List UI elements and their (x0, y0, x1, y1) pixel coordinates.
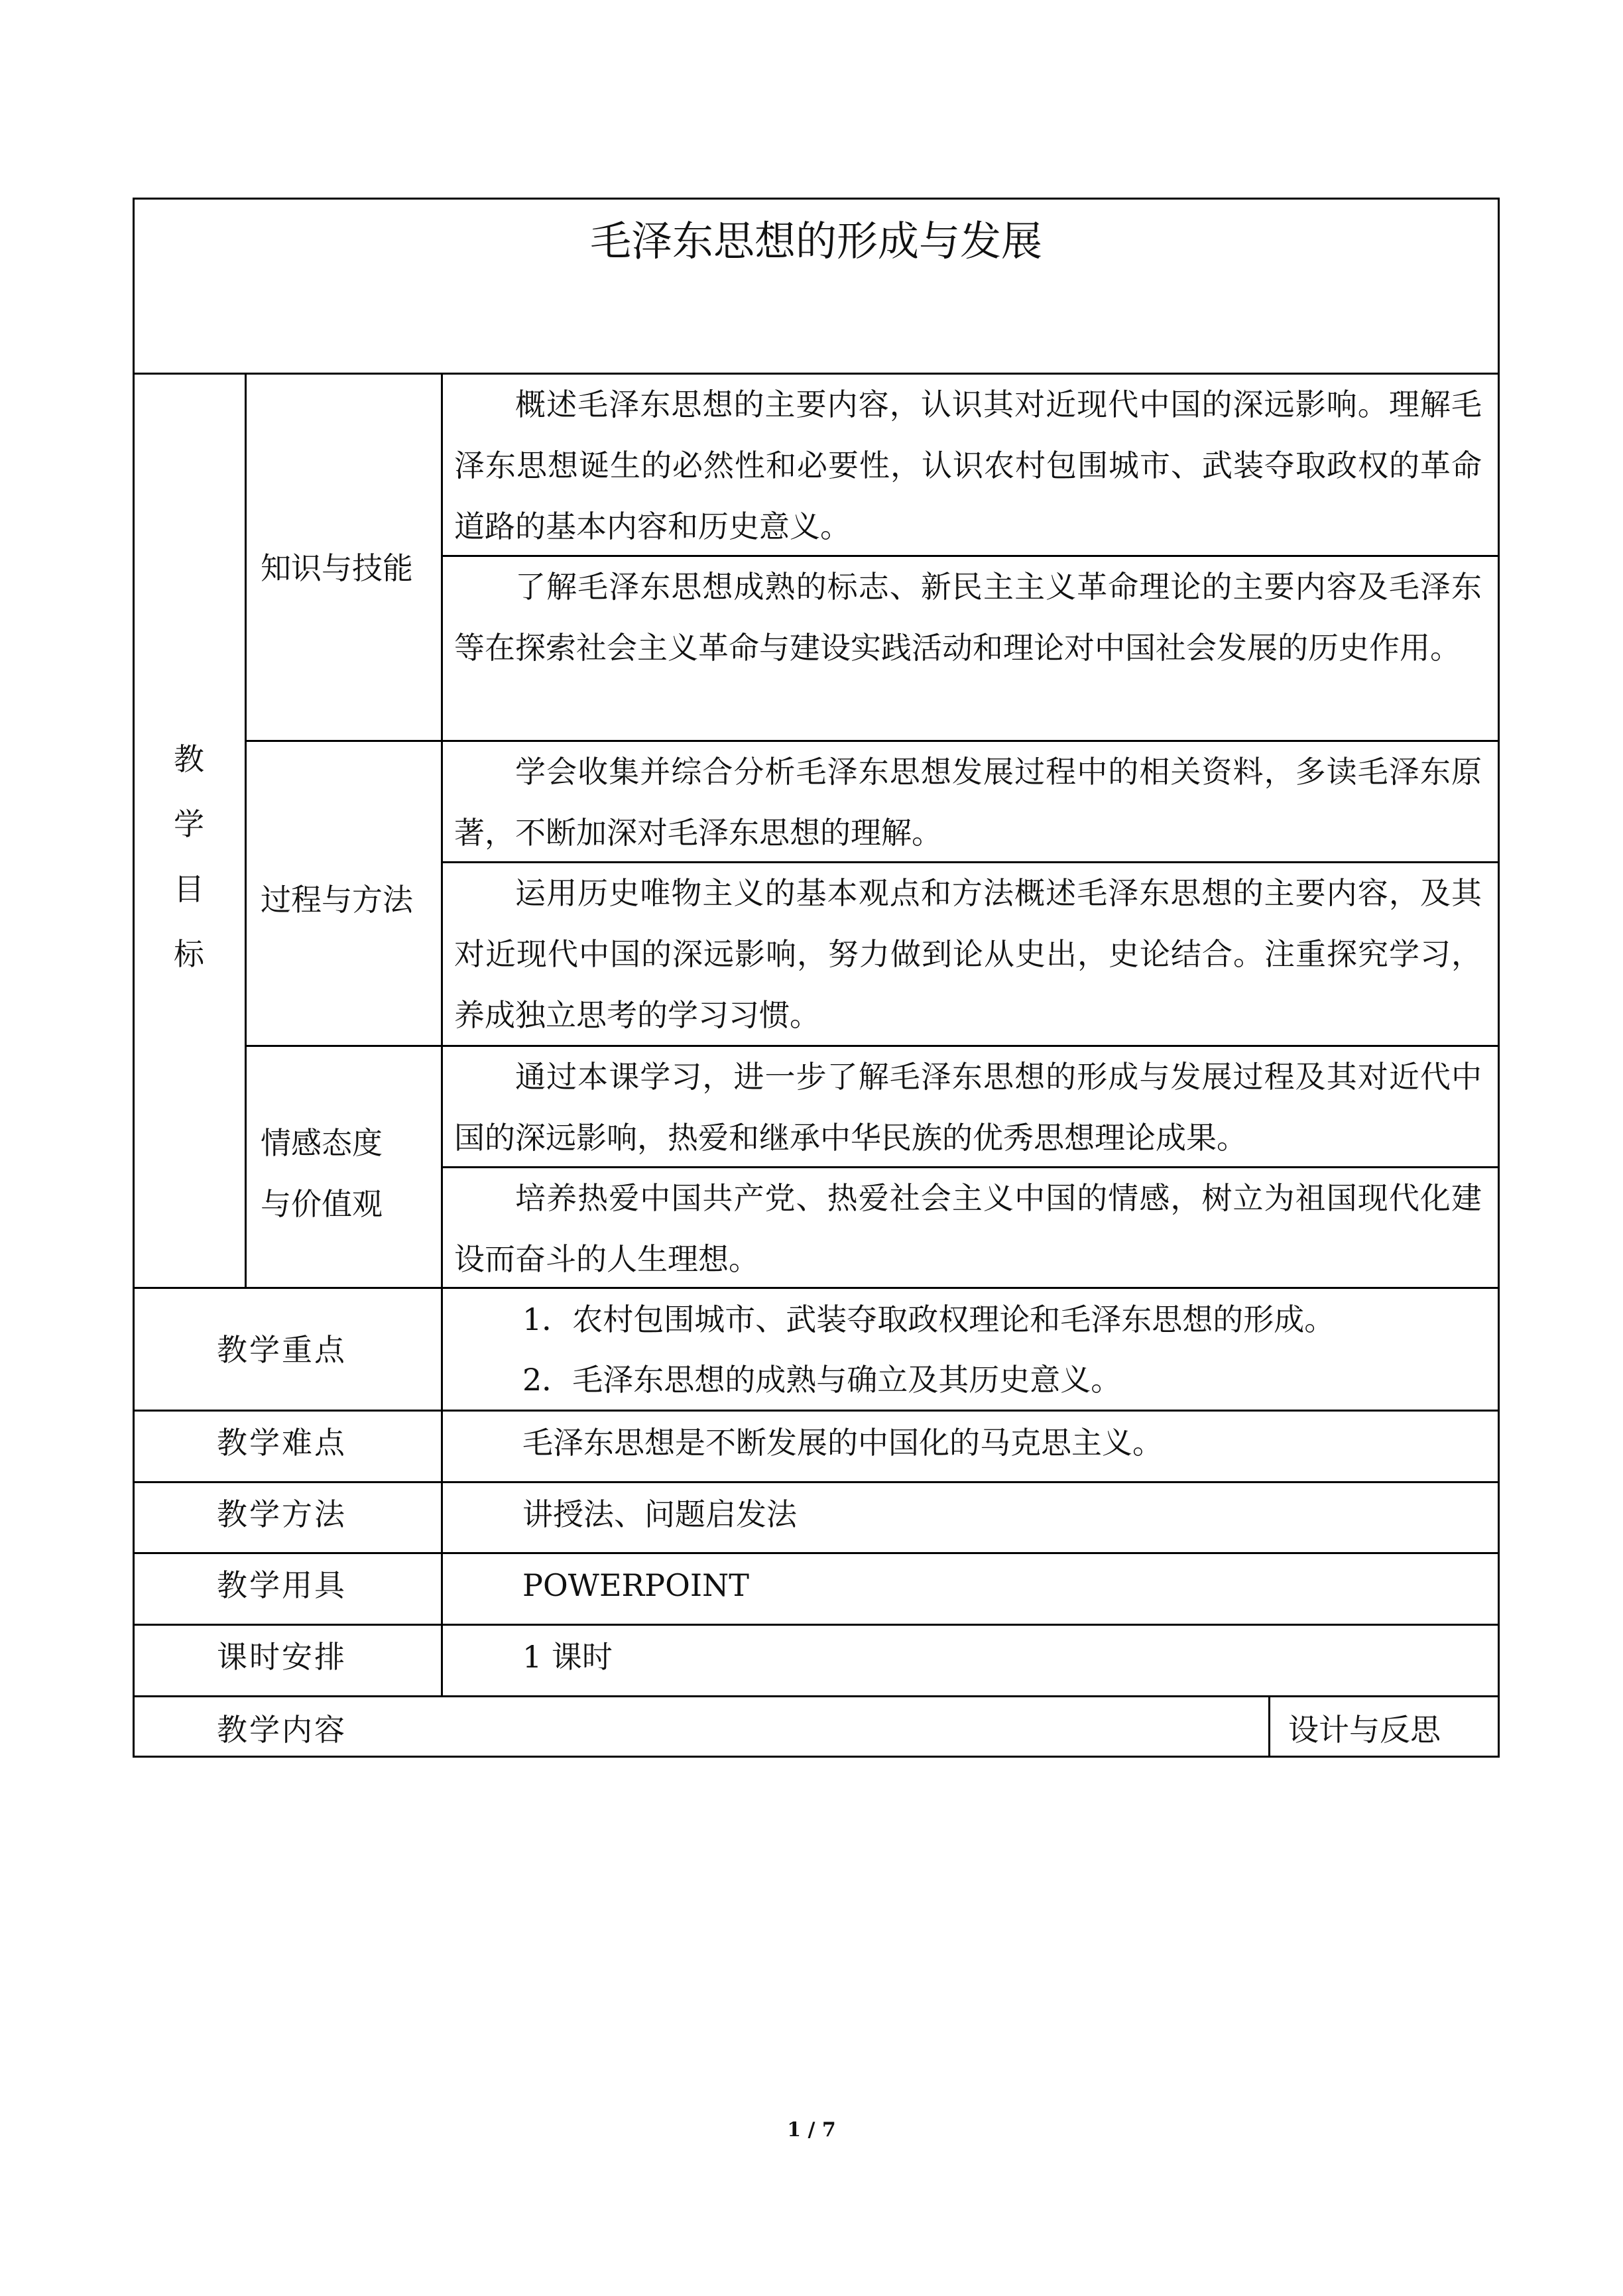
key-points-label: 教学重点 (217, 1332, 347, 1368)
category-knowledge-skills: 知识与技能 (261, 550, 413, 586)
method-label: 教学方法 (217, 1496, 347, 1532)
objective-text: 学会收集并综合分析毛泽东思想发展过程中的相关资料，多读毛泽东原著，不断加深对毛泽东思想的理解。 (454, 754, 1482, 851)
objective-text: 培养热爱中国共产党、热爱社会主义中国的情感，树立为祖国现代化建设而奋斗的人生理想。 (454, 1180, 1482, 1277)
reflection-label: 设计与反思 (1288, 1712, 1441, 1748)
grid-line (245, 373, 247, 1289)
objectives-label: 教学目标 (174, 741, 204, 972)
category-process-methods: 过程与方法 (261, 882, 413, 918)
grid-line (135, 1552, 1498, 1554)
page-number: 1 / 7 (787, 2118, 836, 2142)
tools-value: POWERPOINT (522, 1567, 749, 1603)
content-label: 教学内容 (217, 1712, 347, 1748)
category-attitude-line2: 与价值观 (261, 1186, 383, 1222)
schedule-label: 课时安排 (217, 1639, 347, 1675)
grid-line (135, 1481, 1498, 1483)
method-value: 讲授法、问题启发法 (522, 1496, 797, 1532)
grid-line (441, 373, 443, 1697)
objective-text: 通过本课学习，进一步了解毛泽东思想的形成与发展过程及其对近代中国的深远影响，热爱和继承中华民族的优秀思想理论成果。 (454, 1059, 1482, 1156)
category-attitude-line1: 情感态度 (261, 1125, 383, 1161)
key-point-item: 2．毛泽东思想的成熟与确立及其历史意义。 (522, 1362, 1122, 1398)
grid-line (1268, 1695, 1270, 1756)
lesson-plan-table (133, 198, 1500, 1758)
objective-text: 概述毛泽东思想的主要内容，认识其对近现代中国的深远影响。理解毛泽东思想诞生的必然性和必要性，认识农村包围城市、武装夺取政权的革命道路的基本内容和历史意义。 (454, 387, 1482, 544)
objective-text: 运用历史唯物主义的基本观点和方法概述毛泽东思想的主要内容，及其对近现代中国的深远影响，努力做到论从史出，史论结合。注重探究学习，养成独立思考的学习习惯。 (454, 875, 1482, 1033)
tools-label: 教学用具 (217, 1567, 347, 1603)
schedule-value: 1 课时 (522, 1639, 613, 1675)
difficulty-label: 教学难点 (217, 1425, 347, 1461)
grid-line (135, 1695, 1498, 1697)
grid-line (135, 1624, 1498, 1626)
page-title: 毛泽东思想的形成与发展 (589, 217, 1042, 265)
key-point-item: 1．农村包围城市、武装夺取政权理论和毛泽东思想的形成。 (522, 1301, 1335, 1337)
objective-text: 了解毛泽东思想成熟的标志、新民主主义革命理论的主要内容及毛泽东等在探索社会主义革命与建设实践活动和理论对中国社会发展的历史作用。 (454, 569, 1482, 666)
grid-line (135, 1410, 1498, 1412)
difficulty-value: 毛泽东思想是不断发展的中国化的马克思主义。 (522, 1425, 1163, 1461)
